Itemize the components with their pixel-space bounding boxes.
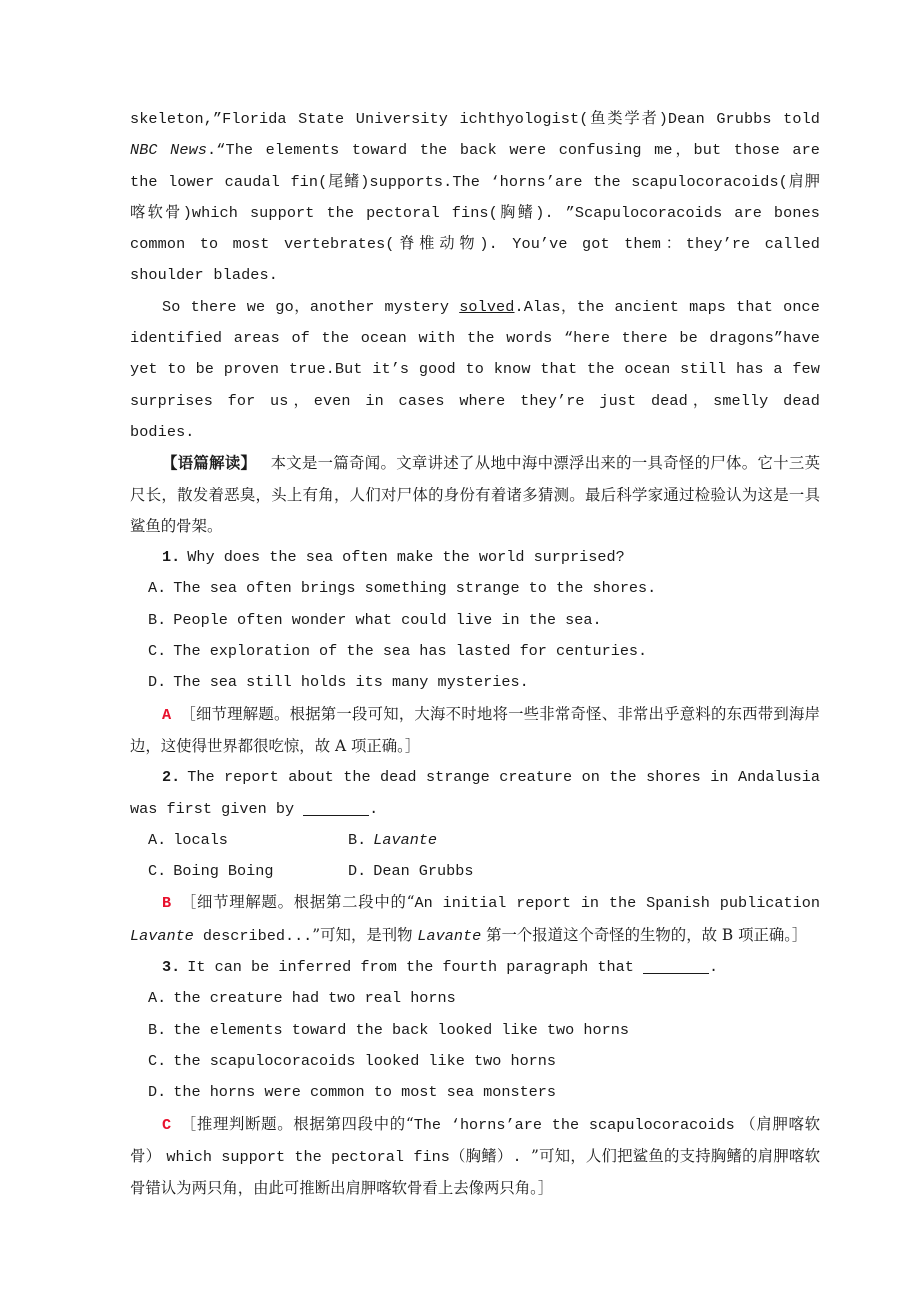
reading-note-text: 本文是一篇奇闻。文章讲述了从地中海中漂浮出来的一具奇怪的尸体。它十三英尺长，散发着恶臭，头上有角，人们对尸体的身份有着诸多猜测。最后科学家通过检验认为这是一具鲨鱼的骨架。 (130, 454, 820, 535)
question-3-answer-blank[interactable] (643, 973, 709, 974)
question-2-option-b[interactable] (348, 825, 437, 856)
question-1-option-a-text: The sea often brings something strange to the shores. (173, 579, 657, 598)
question-3-option-c-letter: C. (148, 1051, 167, 1070)
question-2-answer-block (130, 887, 820, 952)
question-3-answer-letter: C (162, 1115, 172, 1134)
question-3-option-c[interactable] (130, 1046, 820, 1077)
passage-paragraph-2 (130, 292, 820, 448)
question-3-stem-tail: . (708, 958, 719, 977)
question-3-exp-seg-4: ”可知，人们把鲨鱼的支持胸鳍的肩胛喀软骨错认为两只角，由此可推断出肩胛喀软骨看上去像两只角。］ (130, 1146, 820, 1198)
question-3-option-c-text: the scapulocoracoids looked like two horns (173, 1051, 557, 1070)
passage-p1-segment-1: skeleton,”Florida State University ichthyologist(鱼类学者)Dean Grubbs told (130, 110, 820, 128)
question-2-option-c[interactable] (130, 856, 348, 887)
question-1-answer-explanation: ［细节理解题。根据第一段可知，大海不时地将一些非常奇怪、非常出乎意料的东西带到海岸边，这使得世界都很吃惊，故 A 项正确。］ (130, 704, 820, 755)
question-2-option-b-letter: B. (348, 830, 367, 849)
question-1-option-c-text: The exploration of the sea has lasted for centuries. (173, 642, 648, 661)
question-3-option-d[interactable] (130, 1077, 820, 1108)
question-1-option-c-letter: C. (148, 642, 167, 661)
question-1-stem (130, 542, 820, 573)
question-2-option-a[interactable] (130, 825, 348, 856)
question-1-answer-letter: A (162, 705, 172, 724)
question-2-exp-quote-2: described... (193, 926, 313, 945)
question-2-stem (130, 762, 820, 825)
question-2-option-d-text: Dean Grubbs (373, 862, 474, 881)
question-1-option-b-text: People often wonder what could live in the sea. (173, 610, 602, 629)
question-3-option-d-letter: D. (148, 1083, 167, 1102)
reading-note-paragraph (130, 448, 820, 542)
question-2-exp-seg-1: ［细节理解题。根据第二段中的“ (180, 893, 415, 912)
question-2-option-d-letter: D. (348, 862, 367, 881)
question-3-option-a[interactable] (130, 983, 820, 1014)
passage-p1-italic-nbc-news: NBC News (130, 141, 208, 160)
passage-paragraph-1 (130, 104, 820, 292)
question-3-exp-quote-3: . (512, 1147, 531, 1166)
question-1-option-a[interactable] (130, 573, 820, 604)
question-2-option-c-text: Boing Boing (173, 862, 274, 881)
question-3-option-b[interactable] (130, 1015, 820, 1046)
question-3-exp-seg-1: ［推理判断题。根据第四段中的“ (180, 1114, 414, 1133)
question-1-option-c[interactable] (130, 636, 820, 667)
question-2-stem-tail: . (369, 799, 379, 818)
question-2-option-row-1 (130, 825, 820, 856)
question-2-answer-blank[interactable] (303, 815, 369, 816)
question-1-number: 1. (162, 548, 181, 567)
passage-p2-underlined-word: solved (459, 297, 515, 316)
question-2-option-a-text: locals (173, 830, 228, 849)
question-3-number: 3. (162, 958, 181, 977)
passage-p1-segment-2: .“The elements toward the back were confusing me，but those are the lower caudal fin(尾鳍)supports.The ‘horns’are the scapulocoracoids(肩胛喀软骨)which support the pectoral fins(胸鳍). ”Scapulocoracoids are bones common to most vertebrates(脊椎动物). You’ve got them：they’re called shoulder blades. (130, 141, 820, 285)
question-1-option-d[interactable] (130, 667, 820, 698)
question-1-option-a-letter: A. (148, 579, 167, 598)
question-1-option-d-letter: D. (148, 673, 167, 692)
question-2-stem-text: The report about the dead strange creature on the shores in Andalusia was first given by (130, 768, 820, 818)
question-2-exp-italic-2: Lavante (417, 926, 482, 945)
question-3-exp-seg-3: （胸鳍） (449, 1146, 513, 1165)
question-2-answer-letter: B (162, 894, 172, 913)
question-3-answer-block (130, 1109, 820, 1205)
passage-p2-segment-1: So there we go，another mystery (162, 297, 460, 316)
reading-note-label: 【语篇解读】 (162, 454, 257, 473)
question-2-option-b-text: Lavante (373, 830, 438, 849)
question-3-exp-quote-2: which support the pectoral fins (166, 1147, 450, 1166)
question-3-option-b-letter: B. (148, 1020, 167, 1039)
question-2-exp-italic-1: Lavante (130, 926, 194, 945)
passage-p2-segment-2: .Alas，the ancient maps that once identified areas of the ocean with the words “here there be dragons”have yet to be proven true.But it’s good to know that the ocean still has a few surprises for us，even in cases where they’re just dead，smelly dead bodies. (130, 297, 820, 441)
question-2-exp-seg-3: 第一个报道这个奇怪的生物的，故 B 项正确。］ (481, 925, 808, 944)
question-3-stem (130, 952, 820, 983)
question-3-option-b-text: the elements toward the back looked like two horns (173, 1020, 629, 1039)
question-3-exp-quote-1: The ‘horns’are the scapulocoracoids (413, 1115, 735, 1134)
question-1-option-b[interactable] (130, 605, 820, 636)
question-1-answer-block (130, 699, 820, 763)
question-3-option-d-text: the horns were common to most sea monsters (173, 1083, 557, 1102)
question-2-option-d[interactable] (348, 856, 474, 887)
question-2-exp-quote-1: An initial report in the Spanish publication (414, 894, 820, 913)
question-2-option-c-letter: C. (148, 862, 167, 881)
question-2-exp-seg-2: ”可知，是刊物 (312, 925, 418, 944)
question-2-number: 2. (162, 768, 181, 787)
question-3-exp-seg-2: （肩胛喀软骨） (130, 1114, 820, 1165)
question-1-option-d-text: The sea still holds its many mysteries. (173, 673, 529, 692)
question-3-stem-text: It can be inferred from the fourth paragraph that (187, 958, 643, 977)
question-2-option-row-2 (130, 856, 820, 887)
document-body (130, 104, 820, 1204)
question-2-option-a-letter: A. (148, 830, 167, 849)
question-3-option-a-text: the creature had two real horns (173, 989, 456, 1008)
question-1-stem-text: Why does the sea often make the world surprised? (187, 548, 625, 567)
question-1-option-b-letter: B. (148, 610, 167, 629)
question-3-option-a-letter: A. (148, 989, 167, 1008)
